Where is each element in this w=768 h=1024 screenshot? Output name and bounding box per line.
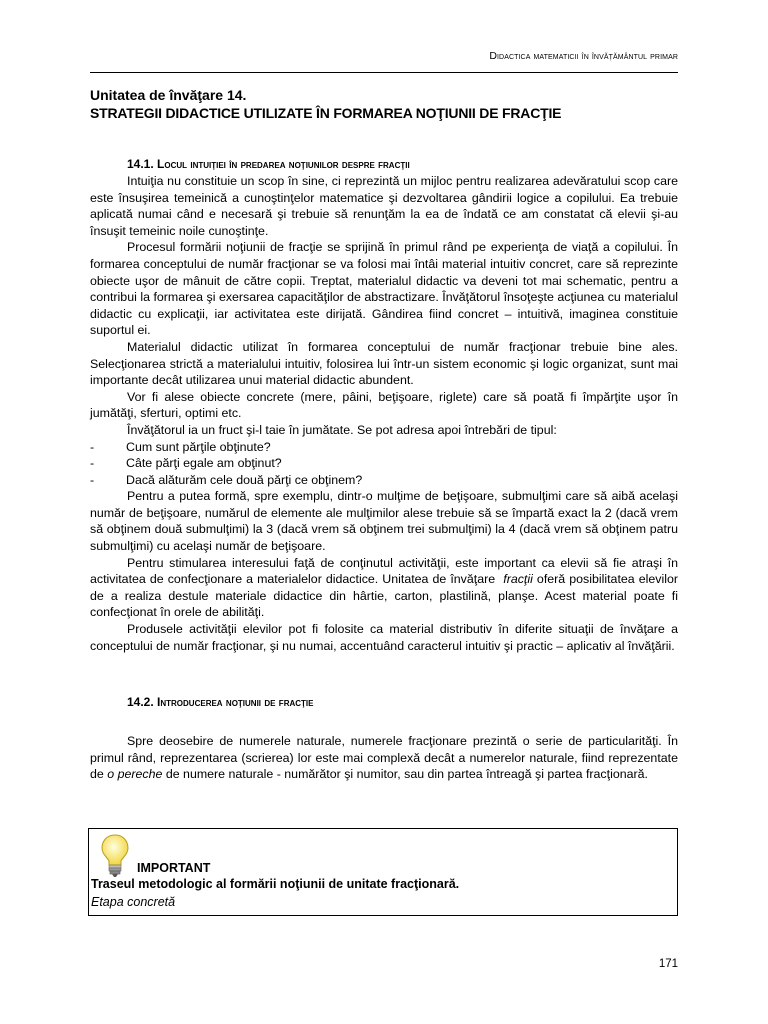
italic-term: fracţii [503, 572, 533, 587]
running-header: Didactica matematicii în învățământul primar [489, 50, 678, 62]
section-heading-2: 14.2. Introducerea noţiunii de fracţie [127, 695, 314, 710]
list-item-text: Dacă alăturăm cele două părţi ce obţinem? [126, 472, 363, 487]
paragraph: Învăţătorul ia un fruct şi-l taie în jumătate. Se pot adresa apoi întrebări de tipul: [127, 422, 557, 437]
paragraph [90, 555, 678, 621]
unit-title: Unitatea de învăţare 14. [90, 87, 247, 103]
list-dash: - [90, 439, 95, 454]
paragraph [90, 733, 678, 783]
spacer [90, 711, 678, 733]
unit-subtitle: STRATEGII DIDACTICE UTILIZATE ÎN FORMAREA NOŢIUNII DE FRACŢIE [90, 105, 562, 121]
paragraph: Materialul didactic utilizat în formarea conceptului de număr fracţionar trebuie bine ales. Selecţionarea strictă a materialului intuitiv, folosirea lui într-un sistem economic şi logic organizat, sunt mai importante decât utilizarea unui material didactic abundent. [90, 339, 678, 388]
paragraph-text: Pentru stimularea interesului faţă de conţinutul activităţii, este important ca elevii să fie atraşi în activitatea de confecţionare a materialelor didactice. Unitatea de învăţare [90, 555, 678, 587]
section-heading-1: 14.1. Locul intuiţiei în predarea noţiunilor despre fracţii [127, 157, 410, 171]
list-item-text: Cum sunt părţile obţinute? [126, 439, 271, 454]
list-dash: - [90, 472, 95, 487]
spacer [90, 654, 678, 694]
paragraph: Intuiţia nu constituie un scop în sine, ci reprezintă un mijloc pentru realizarea adevăratului scop care este însuşirea temeinică a cunoştinţelor matematice şi dezvoltarea gândirii logice a copilului. Ea trebuie aplicată numai când e necesară şi trebuie să renunţăm la ea de îndată ce am constatat că elevii şi-au însuşit temeinic noile cunoştinţe. [90, 174, 678, 238]
lightbulb-icon [99, 833, 131, 879]
list-item [90, 472, 678, 489]
paragraph-text: Spre deosebire de numerele naturale, numerele fracţionare prezintă o serie de particularităţi. În primul rând, reprezentarea (scrierea) lor este mai complexă decât a numerelor naturale, fiind reprezentate de [90, 734, 678, 782]
main-content [90, 156, 678, 783]
header-divider [90, 72, 678, 73]
important-callout [88, 828, 678, 916]
list-item-text: Câte părţi egale am obţinut? [126, 456, 282, 471]
paragraph: Procesul formării noţiunii de fracţie se sprijină în primul rând pe experienţa de viaţă a copilului. În formarea conceptului de număr fracţionar se va folosi mai întâi material intuitiv concret, care să reprezinte obiecte uşor de mânuit de către copii. Treptat, materialul didactic va deveni tot mai schematic, pentru a contribui la formarea şi exersarea capacităţilor de abstractizare. Învăţătorul însoţeşte acţiunea cu materialul didactic cu explicaţii, iar activitatea este dirijată. Gândirea fiind concret – intuitivă, imaginea constituie suportul ei. [90, 240, 678, 338]
list-item [90, 439, 678, 456]
paragraph-text: oferă posibilitatea elevilor de a realiza destule materiale didactice din hârtie, carton, plastilină, planşe. Acest material poate fi confecţionat în orele de abilităţi. [90, 572, 678, 620]
paragraph-text: de numere naturale - numărător şi numitor, sau din partea întreagă şi partea fracţionară. [165, 767, 648, 782]
page-number: 171 [658, 958, 678, 970]
important-label: IMPORTANT [137, 861, 211, 875]
callout-subtitle: Etapa concretă [91, 895, 176, 909]
list-dash: - [90, 456, 95, 471]
paragraph: Vor fi alese obiecte concrete (mere, pâini, beţişoare, riglete) care să poată fi împărţite uşor în jumătăţi, sferturi, optimi etc. [90, 389, 678, 421]
paragraph: Pentru a putea formă, spre exemplu, dintr-o mulţime de beţişoare, submulţimi care să aibă acelaşi număr de beţişoare, numărul de elemente ale mulţimilor alese trebuie să se împartă exact la 2 (dacă vrem să obţinem două submulţimi) la 3 (dacă vrem să obţinem trei submulţimi) la 4 (dacă vrem să obţinem patru submulţimi) cu acelaşi număr de beţişoare. [90, 489, 678, 554]
question-list [90, 439, 678, 489]
list-item [90, 455, 678, 472]
paragraph: Produsele activităţii elevilor pot fi folosite ca material distributiv în diferite situaţii de învăţare a conceptului de număr fracţionar, şi nu numai, accentuând caracterul intuitiv şi practic – aplicativ al învăţării. [90, 622, 678, 653]
callout-title: Traseul metodologic al formării noţiunii de unitate fracţionară. [91, 877, 460, 891]
italic-term: o pereche [107, 767, 163, 782]
